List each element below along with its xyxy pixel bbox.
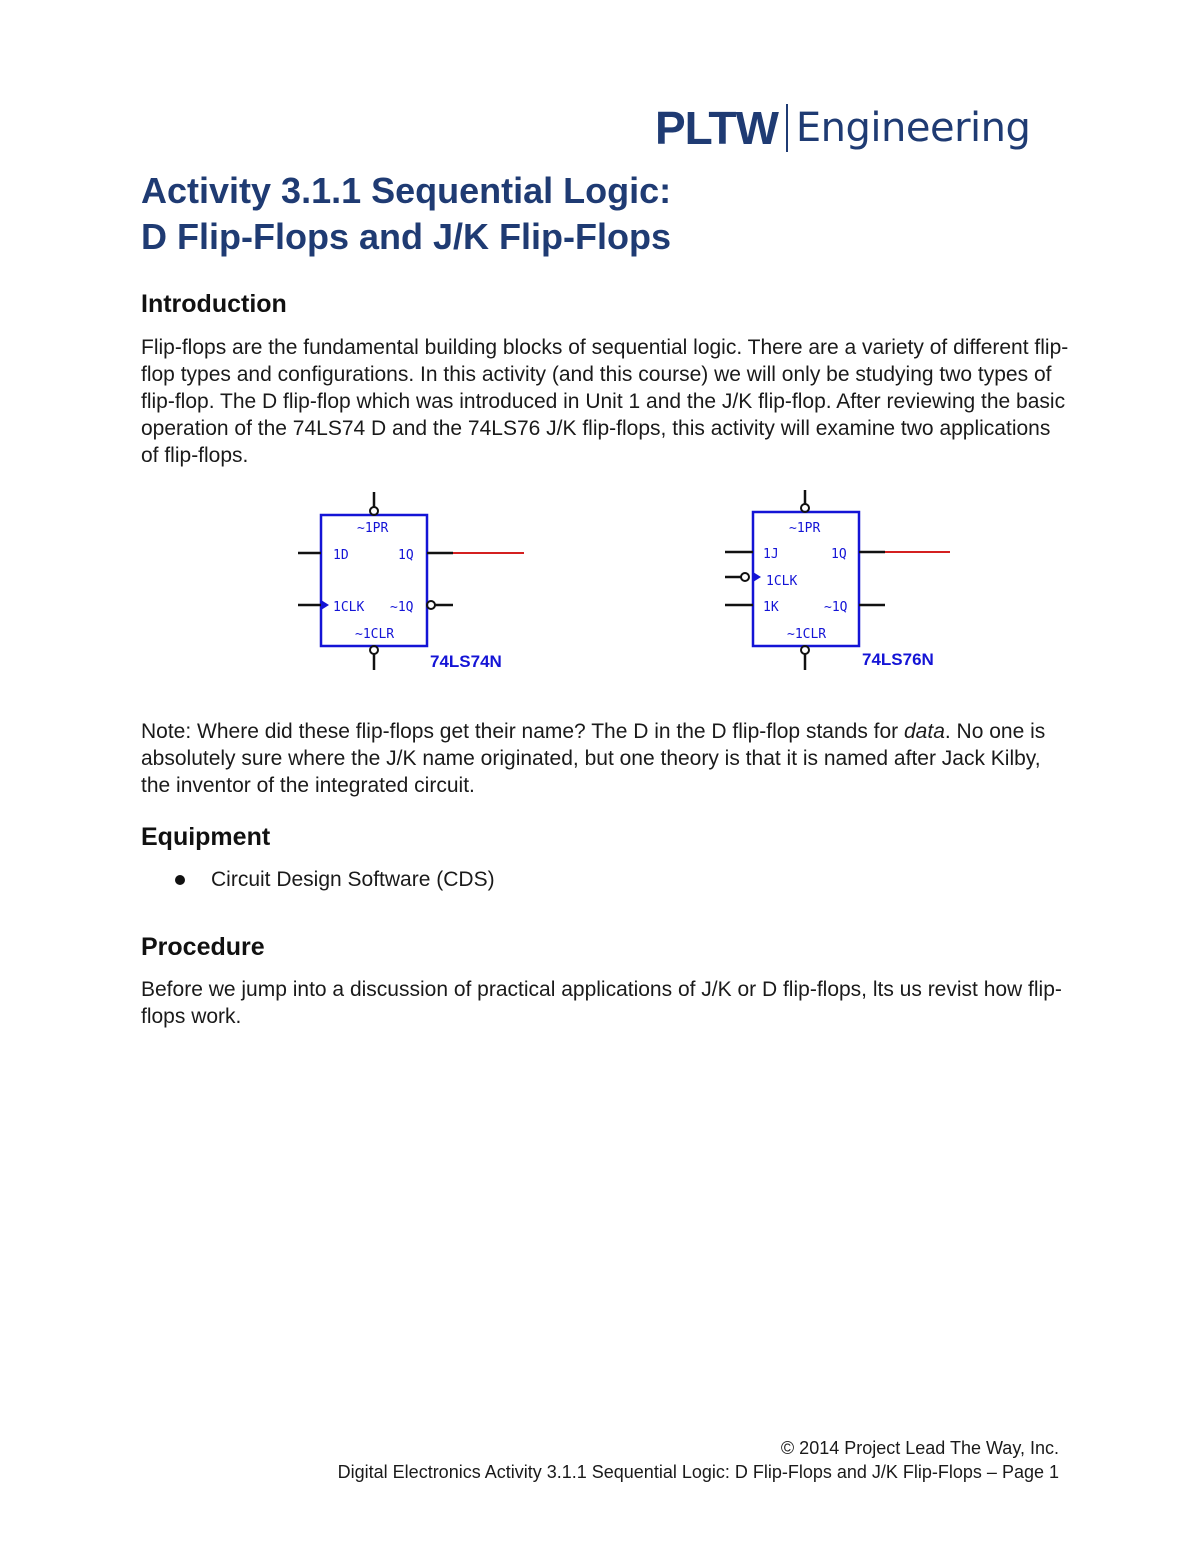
equipment-heading: Equipment xyxy=(141,823,271,851)
jk-ff-clock-bubble xyxy=(741,573,749,581)
d-ff-qbar-label: ~1Q xyxy=(390,600,414,615)
bullet-icon xyxy=(175,875,185,885)
d-ff-d-label: 1D xyxy=(333,548,349,563)
d-ff-part-number: 74LS74N xyxy=(430,652,502,671)
d-ff-clock-triangle xyxy=(321,600,329,610)
jk-ff-j-label: 1J xyxy=(763,547,779,562)
title-line-1: Activity 3.1.1 Sequential Logic: xyxy=(141,170,672,211)
d-flip-flop-symbol xyxy=(298,492,524,671)
jk-flip-flop-symbol xyxy=(725,490,950,670)
introduction-heading: Introduction xyxy=(141,290,287,318)
flip-flop-schematics xyxy=(0,0,1200,700)
note-text-start: Note: Where did these flip-flops get their name? The D in the D flip-flop stands for xyxy=(141,720,904,743)
logo-brand: PLTW xyxy=(655,102,778,154)
jk-ff-clock-label: 1CLK xyxy=(766,574,798,589)
procedure-heading: Procedure xyxy=(141,933,265,961)
jk-ff-q-label: 1Q xyxy=(831,547,847,562)
note-text-end: . No one is absolutely sure where the J/K name originated, but one theory is that it is named after Jack Kilby, the inventor of the integrated circuit. xyxy=(141,720,1046,797)
d-ff-preset-label: ~1PR xyxy=(357,521,389,536)
procedure-text: Before we jump into a discussion of practical applications of J/K or D flip-flops, lts us revist how flip-flops work. xyxy=(141,978,1062,1028)
jk-ff-preset-label: ~1PR xyxy=(789,521,821,536)
equipment-list-item xyxy=(175,866,495,893)
introduction-text: Flip-flops are the fundamental building blocks of sequential logic. There are a variety of different flip-flop types and configurations. In this activity (and this course) we will only be studying two types of flip-flop. The D flip-flop which was introduced in Unit 1 and the J/K flip-flop. After reviewing the basic operation of the 74LS74 D and the 74LS76 J/K flip-flops, this activity will examine two applications of flip-flops. xyxy=(141,336,1069,467)
equipment-item-text: Circuit Design Software (CDS) xyxy=(211,868,495,891)
d-ff-clock-label: 1CLK xyxy=(333,600,365,615)
footer-copyright: © 2014 Project Lead The Way, Inc. xyxy=(780,1438,1059,1458)
jk-ff-qbar-label: ~1Q xyxy=(824,600,848,615)
jk-ff-clock-triangle xyxy=(753,572,761,582)
jk-ff-k-label: 1K xyxy=(763,600,779,615)
note-italic-word: data xyxy=(904,720,945,743)
title-line-2: D Flip-Flops and J/K Flip-Flops xyxy=(141,216,671,257)
d-ff-clear-label: ~1CLR xyxy=(355,627,395,642)
note-paragraph xyxy=(141,718,1071,799)
footer-page-line: Digital Electronics Activity 3.1.1 Sequential Logic: D Flip-Flops and J/K Flip-Flops – Page 1 xyxy=(337,1462,1059,1482)
jk-ff-part-number: 74LS76N xyxy=(862,650,934,669)
logo-division: Engineering xyxy=(795,105,1031,151)
d-ff-q-label: 1Q xyxy=(398,548,414,563)
jk-ff-clear-label: ~1CLR xyxy=(787,627,827,642)
